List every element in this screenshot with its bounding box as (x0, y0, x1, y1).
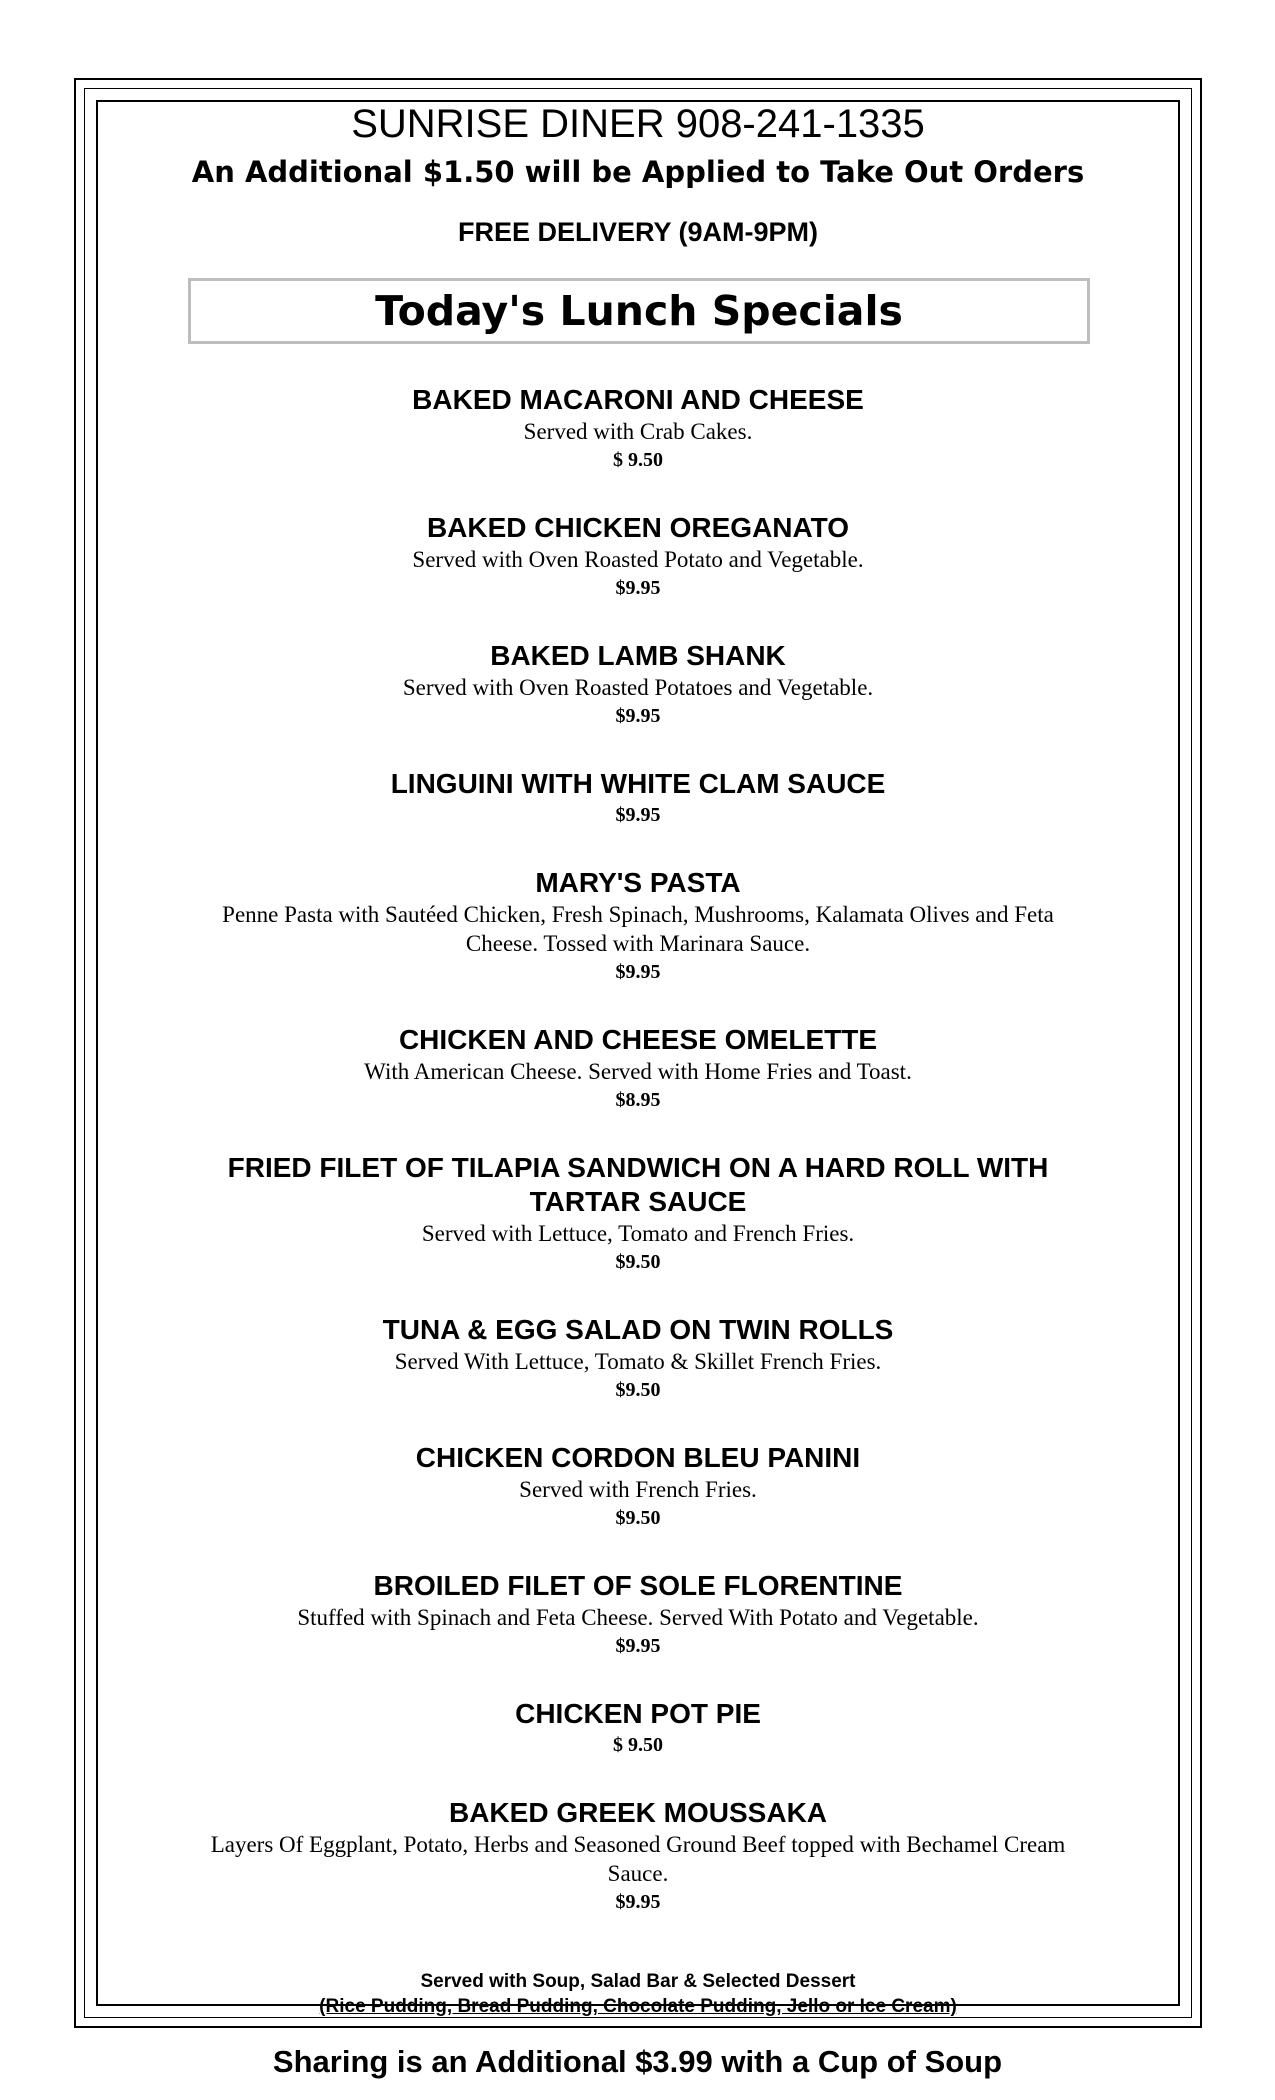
item-description: Served with French Fries. (519, 1477, 757, 1502)
item-name: CHICKEN POT PIE (515, 1698, 761, 1729)
specials-heading: Today's Lunch Specials (375, 287, 903, 335)
item-name: TUNA & EGG SALAD ON TWIN ROLLS (382, 1314, 894, 1345)
specials-heading-box (188, 278, 1090, 344)
menu-item (100, 866, 1176, 987)
menu-item (100, 1697, 1176, 1760)
item-price: $9.50 (615, 1251, 661, 1273)
item-name: BAKED CHICKEN OREGANATO (426, 512, 850, 543)
dessert-options-note: (Rice Pudding, Bread Pudding, Chocolate Pudding, Jello or Ice Cream) (319, 1996, 957, 2017)
menu-item (100, 1023, 1176, 1115)
item-price: $9.95 (615, 577, 661, 599)
item-name: BAKED MACARONI AND CHEESE (412, 384, 864, 415)
menu-item (100, 383, 1176, 475)
menu-item (100, 1441, 1176, 1533)
diner-title: SUNRISE DINER 908-241-1335 (351, 102, 925, 146)
item-name: BAKED LAMB SHANK (490, 640, 786, 671)
served-with-note: Served with Soup, Salad Bar & Selected Dessert (420, 1971, 856, 1992)
item-description: Stuffed with Spinach and Feta Cheese. Served With Potato and Vegetable. (297, 1605, 979, 1630)
item-price: $ 9.50 (613, 1734, 663, 1756)
item-description: Served with Oven Roasted Potatoes and Vegetable. (402, 675, 874, 700)
item-price: $9.95 (615, 1635, 661, 1657)
item-price: $8.95 (615, 1089, 661, 1111)
item-description: Served With Lettuce, Tomato & Skillet French Fries. (394, 1349, 882, 1374)
item-description: Served with Crab Cakes. (523, 419, 753, 444)
menu-list (100, 383, 1176, 1953)
item-description: Served with Lettuce, Tomato and French Fries. (421, 1221, 855, 1246)
item-description: Layers Of Eggplant, Potato, Herbs and Seasoned Ground Beef topped with Bechamel Cream Sauce. (210, 1832, 1066, 1886)
item-description: With American Cheese. Served with Home Fries and Toast. (364, 1059, 912, 1084)
item-name: CHICKEN AND CHEESE OMELETTE (398, 1024, 878, 1055)
item-price: $ 9.50 (613, 449, 663, 471)
item-name: CHICKEN CORDON BLEU PANINI (415, 1442, 861, 1473)
menu-item (100, 511, 1176, 603)
menu-item (100, 1313, 1176, 1405)
item-name: BROILED FILET OF SOLE FLORENTINE (373, 1570, 903, 1601)
item-name: MARY'S PASTA (535, 867, 741, 898)
item-description: Penne Pasta with Sautéed Chicken, Fresh Spinach, Mushrooms, Kalamata Olives and Feta Cheese. Tossed with Marinara Sauce. (222, 902, 1054, 956)
item-name: LINGUINI WITH WHITE CLAM SAUCE (390, 768, 886, 799)
sharing-note: Sharing is an Additional $3.99 with a Cup of Soup (272, 2044, 1003, 2079)
delivery-note: FREE DELIVERY (9AM-9PM) (457, 217, 819, 247)
menu-item (100, 1569, 1176, 1661)
menu-item (100, 1151, 1176, 1277)
item-price: $9.50 (615, 1507, 661, 1529)
item-name: FRIED FILET OF TILAPIA SANDWICH ON A HARD ROLL WITH TARTAR SAUCE (227, 1152, 1049, 1217)
item-price: $9.50 (615, 1379, 661, 1401)
item-price: $9.95 (615, 1891, 661, 1913)
item-price: $9.95 (615, 804, 661, 826)
item-description: Served with Oven Roasted Potato and Vegetable. (412, 547, 864, 572)
takeout-note: An Additional $1.50 will be Applied to Take Out Orders (191, 155, 1085, 189)
item-price: $9.95 (615, 705, 661, 727)
item-price: $9.95 (615, 961, 661, 983)
menu-item (100, 767, 1176, 830)
menu-item (100, 639, 1176, 731)
menu-item (100, 1796, 1176, 1917)
item-name: BAKED GREEK MOUSSAKA (448, 1797, 828, 1828)
